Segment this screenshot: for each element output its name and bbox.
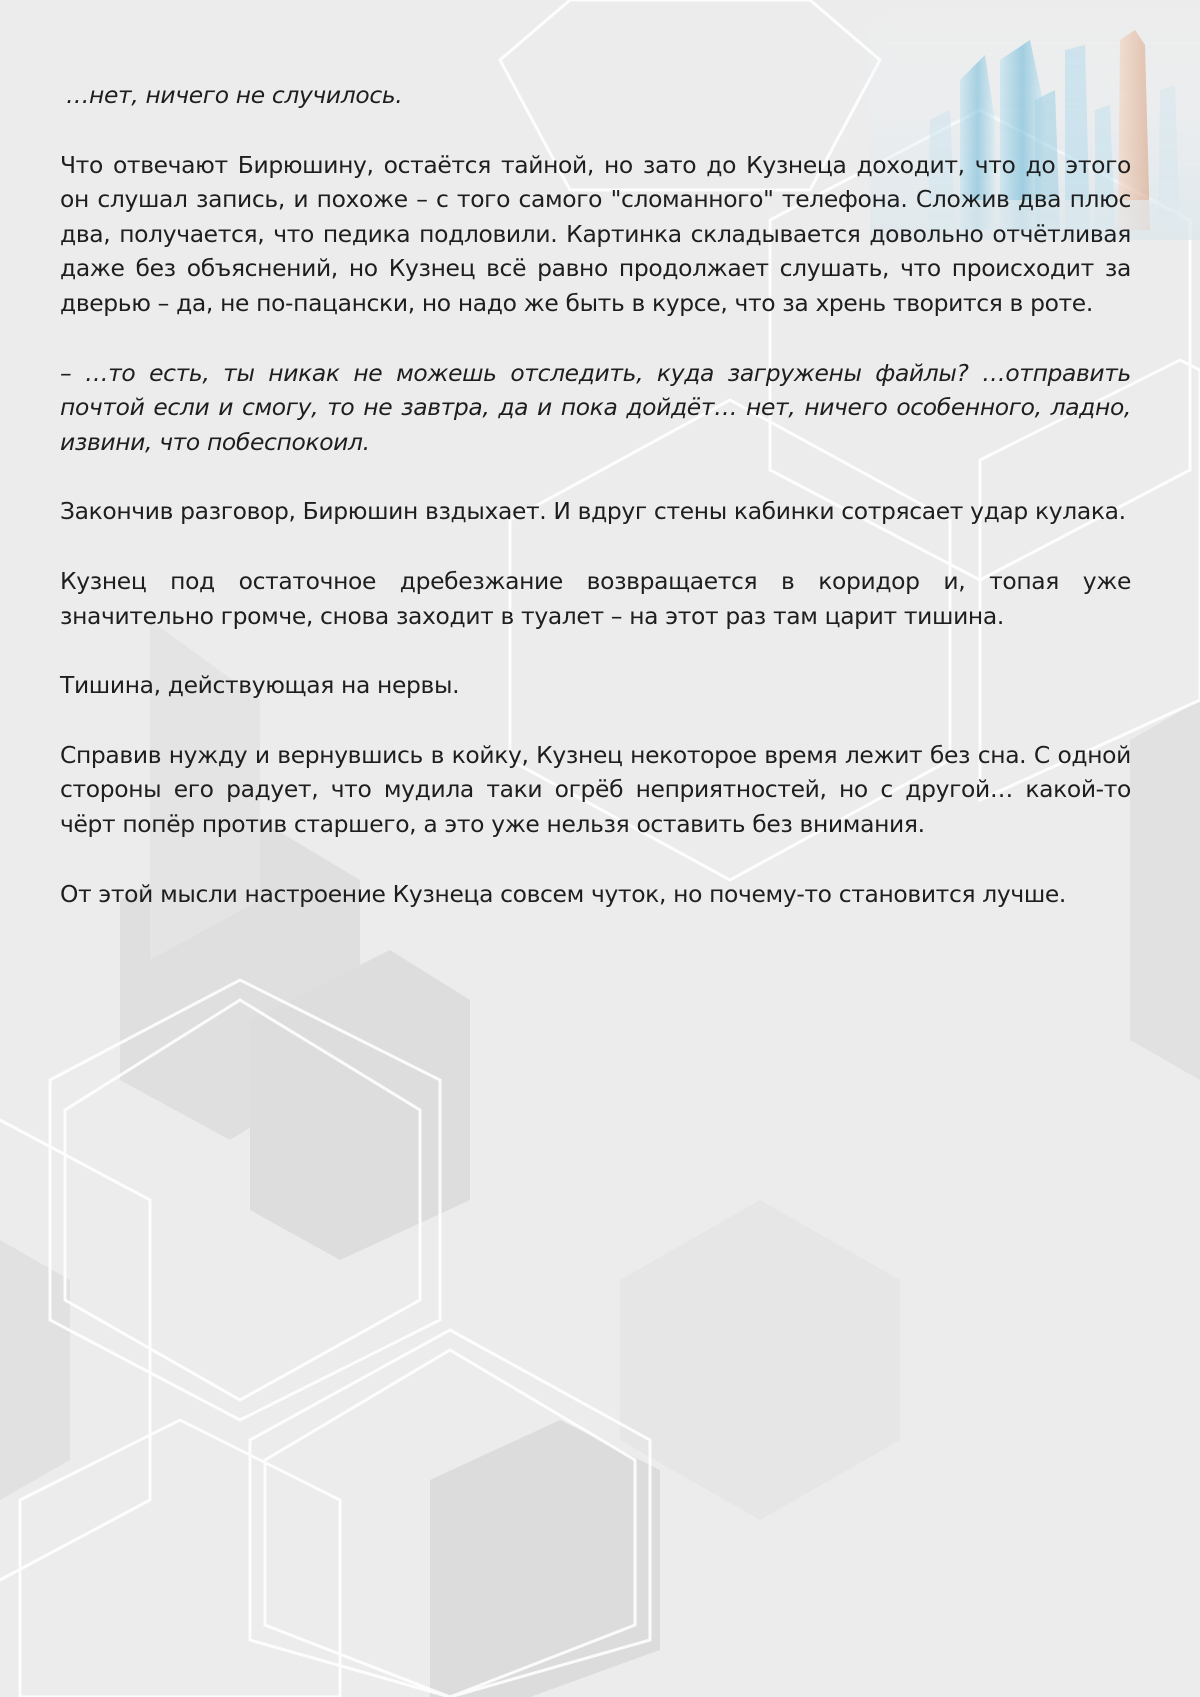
paragraph-7: Справив нужду и вернувшись в койку, Кузнец некоторое время лежит без сна. С одной стороны его радует, что мудила таки огрёб неприятностей, но с другой… какой-то чёрт попёр против старшего, а это уже нельзя оставить без внимания. [60,740,1131,838]
paragraph-1: …нет, ничего не случилось. [66,81,403,109]
paragraph-4: Закончив разговор, Бирюшин вздыхает. И вдруг стены кабинки сотрясает удар кулака. [60,497,1126,526]
paragraph-6: Тишина, действующая на нервы. [60,671,460,700]
paragraph-5: Кузнец под остаточное дребезжание возвращается в коридор и, топая уже значительно громче, снова заходит в туалет – на этот раз там царит тишина. [60,566,1131,630]
paragraph-8: От этой мысли настроение Кузнеца совсем чуток, но почему-то становится лучше. [60,879,1067,908]
paragraph-3: – …то есть, ты никак не можешь отследить, куда загружены файлы? …отправить почтой если и смогу, то не завтра, да и пока дойдёт… нет, ничего особенного, ладно, извини, что побеспокоил. [60,358,1131,456]
story-text [60,78,1131,946]
paragraph-2: Что отвечают Бирюшину, остаётся тайной, но зато до Кузнеца доходит, что до этого он слушал запись, и похоже – с того самого "сломанного" телефона. Сложив два плюс два, получается, что педика подловили. Картинка складывается довольно отчётливая даже без объяснений, но Кузнец всё равно продолжает слушать, что происходит за дверью – да, не по-пацански, но надо же быть в курсе, что за хрень творится в роте. [60,150,1131,317]
